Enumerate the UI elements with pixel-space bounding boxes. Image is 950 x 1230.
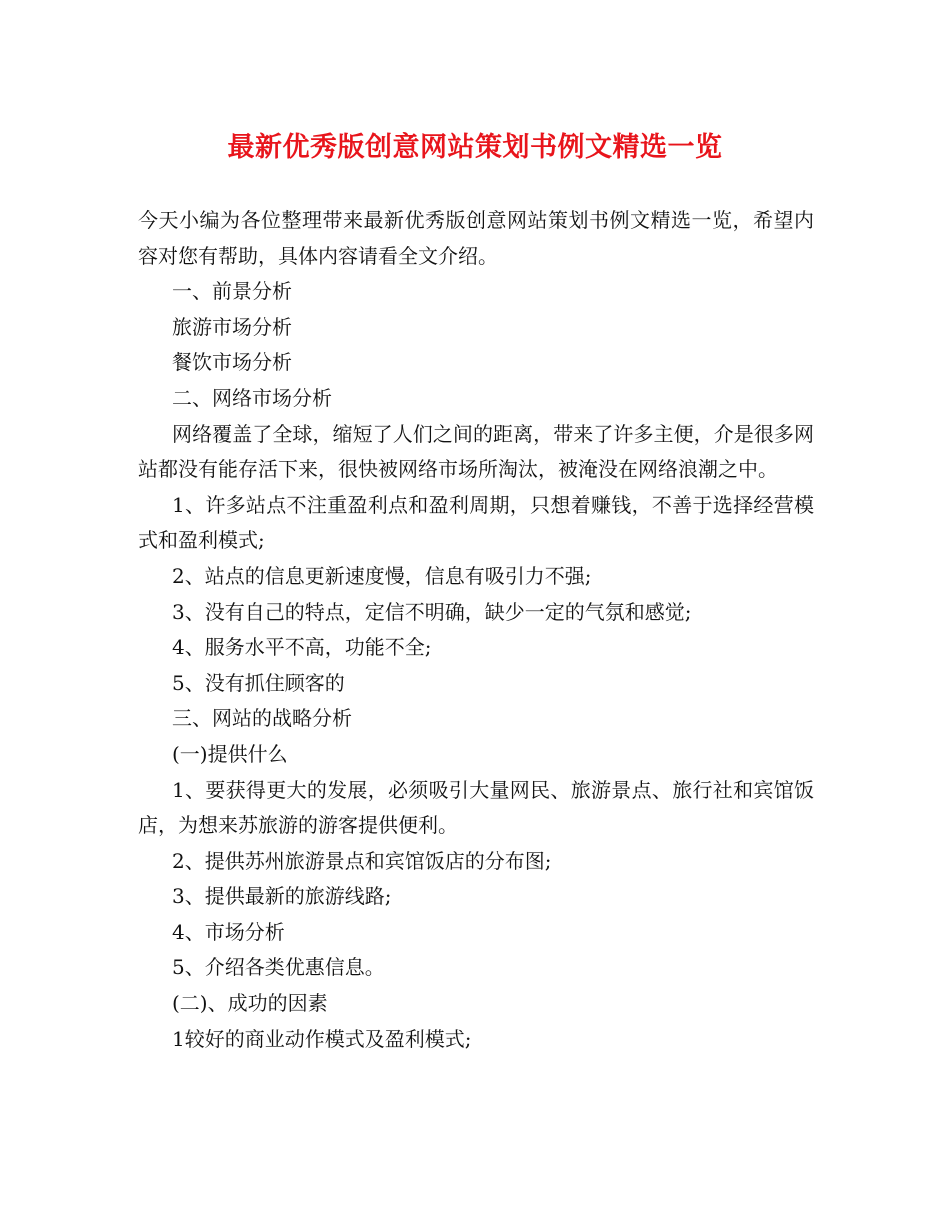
section-heading-strategy: 三、网站的战略分析 (172, 706, 352, 731)
subheading-dining-market: 餐饮市场分析 (172, 350, 292, 375)
list-item: 4、市场分析 (172, 919, 285, 944)
subheading-tourism-market: 旅游市场分析 (172, 314, 292, 339)
subheading-what-to-provide: (一)提供什么 (172, 741, 288, 766)
document-title: 最新优秀版创意网站策划书例文精选一览 (227, 132, 723, 163)
section-heading-network-market: 二、网络市场分析 (172, 385, 332, 410)
intro-paragraph: 今天小编为各位整理带来最新优秀版创意网站策划书例文精选一览，希望内容对您有帮助，具体内容请看全文介绍。 (138, 208, 814, 268)
list-item: 4、服务水平不高，功能不全; (172, 635, 432, 660)
network-market-paragraph: 网络覆盖了全球，缩短了人们之间的距离，带来了许多主便，介是很多网站都没有能存活下来，很快被网络市场所淘汰，被淹没在网络浪潮之中。 (138, 421, 814, 482)
list-item: 3、没有自己的特点，定信不明确，缺少一定的气氛和感觉; (172, 599, 692, 624)
document-body (138, 203, 814, 1057)
list-item: 2、站点的信息更新速度慢，信息有吸引力不强; (172, 563, 592, 588)
list-item: 3、提供最新的旅游线路; (172, 884, 392, 909)
list-item: 5、介绍各类优惠信息。 (172, 955, 385, 980)
section-heading-prospect: 一、前景分析 (172, 279, 292, 304)
list-item: 2、提供苏州旅游景点和宾馆饭店的分布图; (172, 848, 552, 873)
list-item: 1、要获得更大的发展，必须吸引大量网民、旅游景点、旅行社和宾馆饭店，为想来苏旅游的游客提供便利。 (138, 777, 814, 838)
subheading-success-factors: (二)、成功的因素 (172, 991, 328, 1016)
list-item: 5、没有抓住顾客的 (172, 670, 345, 695)
list-item: 1较好的商业动作模式及盈利模式; (172, 1026, 472, 1051)
list-item: 1、许多站点不注重盈利点和盈利周期，只想着赚钱，不善于选择经营模式和盈利模式; (138, 492, 814, 553)
